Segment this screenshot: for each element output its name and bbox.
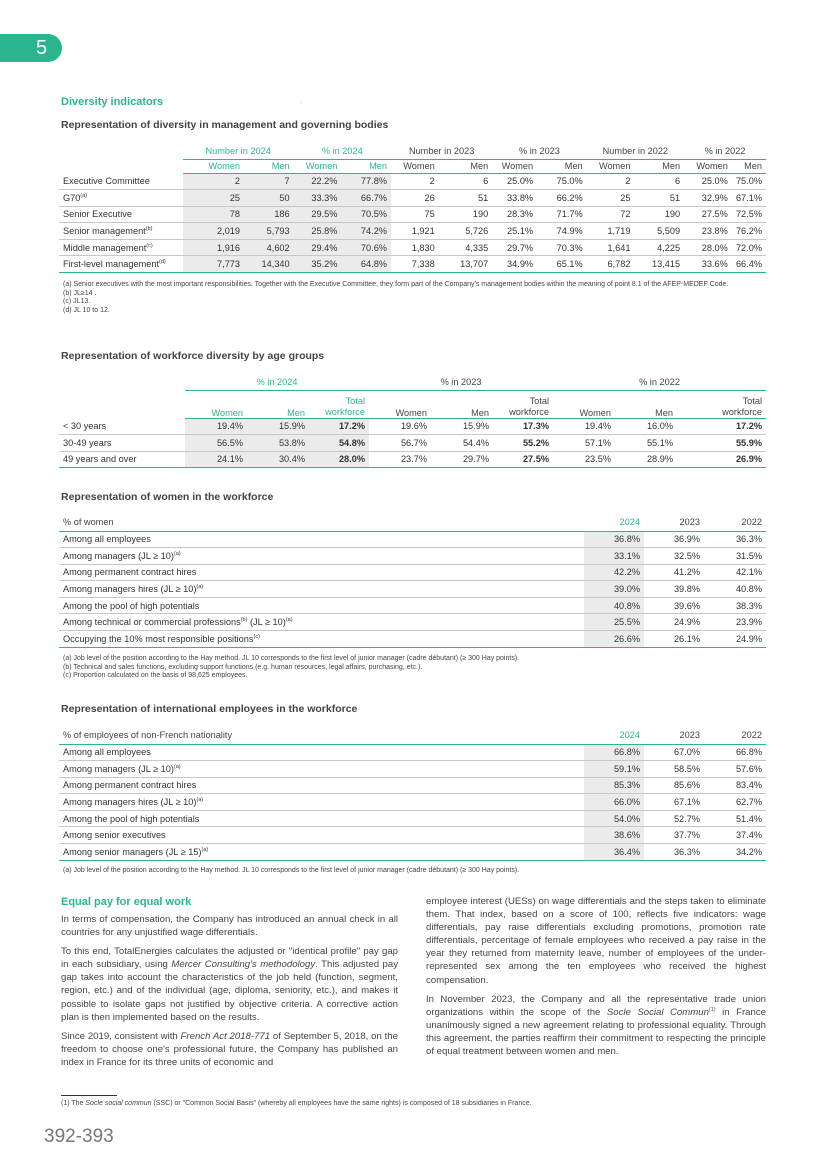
col-women: Women [369, 390, 431, 418]
table-cell: 29.5% [294, 206, 342, 223]
table-cell: 7,773 [183, 256, 244, 273]
table-cell: 59.1% [584, 761, 644, 778]
note: (b) Technical and sales functions, excluding support functions (e.g. human resources, legal affairs, purchasing, etc.). [63, 663, 423, 671]
table-cell: 25.0% [492, 173, 537, 190]
table-cell: 24.1% [185, 451, 247, 468]
row-label: First-level management$^{(d)}$ [59, 256, 183, 273]
table-cell: 55.2% [493, 435, 553, 452]
table-row [59, 844, 766, 861]
mgmt-group-header: Number in 2023 [391, 143, 492, 159]
row-label: Among the pool of high potentials [59, 597, 584, 614]
table-cell: 36.9% [644, 531, 704, 548]
total-label: Total [742, 395, 762, 406]
table-cell: 66.2% [537, 190, 587, 207]
table-cell: 32.9% [684, 190, 732, 207]
table-cell: 51 [439, 190, 493, 207]
table-cell: 23.9% [704, 614, 766, 631]
row-label: Among permanent contract hires [59, 564, 584, 581]
col-men: Men [732, 159, 766, 173]
table-cell: 186 [244, 206, 294, 223]
table-cell: 17.2% [309, 418, 369, 435]
table-cell: 5,726 [439, 223, 493, 240]
table-cell: 85.6% [644, 777, 704, 794]
table-cell: 56.5% [185, 435, 247, 452]
table-cell: 42.2% [584, 564, 644, 581]
table-row [59, 435, 766, 452]
women-header: % of women [59, 514, 584, 531]
total-label: Total [345, 395, 365, 406]
note: (a) Senior executives with the most important responsibilities. Together with the Executive Committee, they form part of the Company's management bodies within the meaning of point 8.1 of the AFEP-MEDEF Code. [63, 281, 729, 288]
left-paragraph-2: To this end, TotalEnergies calculates the adjusted or "identical profile" pay gap in each subsidiary, using Mercer Consulting's methodology. This adjusted pay gap takes into account the characteristics of the job held (function, segment, region, etc.) and of the individual (age, diploma, seniority, etc.), and makes it possible to isolate gaps not justified by objective criteria. A corrective action plan is then implemented based on the results. [61, 946, 399, 1023]
workforce-label: workforce [722, 406, 762, 417]
row-label: Executive Committee [59, 173, 183, 190]
table-row [59, 239, 766, 256]
row-label: Among technical or commercial professions$^{(b)}$ (JL ≥ 10)$^{(a)}$ [59, 614, 584, 631]
table-cell: 67.0% [644, 744, 704, 761]
table-cell: 85.3% [584, 777, 644, 794]
year-2022: 2022 [704, 514, 766, 531]
mgmt-group-header: % in 2024 [294, 143, 391, 159]
year-2024: 2024 [584, 727, 644, 744]
row-label: Middle management$^{(c)}$ [59, 239, 183, 256]
table-cell: 13,707 [439, 256, 493, 273]
table-row [59, 564, 766, 581]
table-cell: 25.5% [584, 614, 644, 631]
table-row [59, 614, 766, 631]
table-cell: 66.8% [704, 744, 766, 761]
footnote-divider [61, 1095, 117, 1096]
table-cell: 33.3% [294, 190, 342, 207]
table-cell: 72 [587, 206, 635, 223]
table-row [59, 223, 766, 240]
table-cell: 39.0% [584, 581, 644, 598]
table-cell: 35.2% [294, 256, 342, 273]
women-notes [63, 655, 768, 681]
col-women: Women [553, 390, 615, 418]
col-women: Women [185, 390, 247, 418]
table-cell: 34.9% [492, 256, 537, 273]
table-cell: 22.2% [294, 173, 342, 190]
table-cell: 19.6% [369, 418, 431, 435]
table-cell: 5,509 [634, 223, 684, 240]
management-notes [63, 281, 768, 316]
table-row [59, 451, 766, 468]
table-row [59, 777, 766, 794]
row-label: Among senior managers (JL ≥ 15)$^{(a)}$ [59, 844, 584, 861]
table-cell: 33.1% [584, 548, 644, 565]
table-cell: 40.8% [704, 581, 766, 598]
table-cell: 190 [439, 206, 493, 223]
table-cell: 50 [244, 190, 294, 207]
total-label: Total [529, 395, 549, 406]
table-cell: 6 [439, 173, 493, 190]
row-label: G70$^{(a)}$ [59, 190, 183, 207]
table-cell: 65.1% [537, 256, 587, 273]
table-row [59, 206, 766, 223]
international-notes [63, 867, 768, 876]
table-row [59, 256, 766, 273]
table-cell: 83.4% [704, 777, 766, 794]
table-cell: 39.6% [644, 597, 704, 614]
table-cell: 25 [587, 190, 635, 207]
table-cell: 40.8% [584, 597, 644, 614]
table-cell: 25.1% [492, 223, 537, 240]
table-cell: 6 [634, 173, 684, 190]
table-cell: 66.7% [341, 190, 391, 207]
row-label: Among managers hires (JL ≥ 10)$^{(a)}$ [59, 581, 584, 598]
col-women: Women [183, 159, 244, 173]
table-cell: 17.2% [677, 418, 766, 435]
table-cell: 38.3% [704, 597, 766, 614]
table-cell: 27.5% [493, 451, 553, 468]
table-cell: 77.8% [341, 173, 391, 190]
left-paragraph-1: In terms of compensation, the Company has introduced an annual check in all countries for any unjustified wage differentials. [61, 914, 398, 939]
table-cell: 41.2% [644, 564, 704, 581]
table-cell: 36.8% [584, 531, 644, 548]
table-cell: 17.3% [493, 418, 553, 435]
table-cell: 56.7% [369, 435, 431, 452]
table-cell: 66.8% [584, 744, 644, 761]
workforce-label: workforce [325, 406, 365, 417]
table-cell: 53.8% [247, 435, 309, 452]
row-label: Among all employees [59, 744, 584, 761]
col-men: Men [247, 390, 309, 418]
table-cell: 74.2% [341, 223, 391, 240]
table-cell: 26.6% [584, 631, 644, 648]
table-cell: 38.6% [584, 827, 644, 844]
table-cell: 2 [183, 173, 244, 190]
table-cell: 72.0% [732, 239, 766, 256]
age-table [59, 374, 766, 468]
mgmt-group-header: Number in 2022 [587, 143, 684, 159]
table-cell: 5,793 [244, 223, 294, 240]
table-cell: 13,415 [634, 256, 684, 273]
table-cell: 36.4% [584, 844, 644, 861]
left-paragraph-3: Since 2019, consistent with French Act 2018-771 of September 5, 2018, on the freedom to choose one's professional future, the Company has published an index in France for its three units of economic and [61, 1030, 398, 1068]
table-cell: 28.0% [309, 451, 369, 468]
table-cell: 55.9% [677, 435, 766, 452]
table-cell: 24.9% [644, 614, 704, 631]
table-row [59, 827, 766, 844]
note: (a) Job level of the position according to the Hay method. JL 10 corresponds to the first level of junior manager (cadre débutant) (≥ 300 Hay points). [63, 655, 520, 662]
table-cell: 26 [391, 190, 439, 207]
row-label: Among the pool of high potentials [59, 810, 584, 827]
table-row [59, 810, 766, 827]
mgmt-group-header: Number in 2024 [183, 143, 294, 159]
row-label: Among senior executives [59, 827, 584, 844]
workforce-label: workforce [509, 406, 549, 417]
row-label: < 30 years [59, 418, 185, 435]
table-cell: 33.6% [684, 256, 732, 273]
col-women: Women [492, 159, 537, 173]
women-table-title: Representation of women in the workforce [61, 491, 274, 503]
table-cell: 1,830 [391, 239, 439, 256]
col-women: Women [587, 159, 635, 173]
table-cell: 29.4% [294, 239, 342, 256]
table-cell: 1,921 [391, 223, 439, 240]
row-label: Among managers hires (JL ≥ 10)$^{(a)}$ [59, 794, 584, 811]
table-cell: 33.8% [492, 190, 537, 207]
table-row [59, 761, 766, 778]
table-cell: 54.8% [309, 435, 369, 452]
table-cell: 2 [391, 173, 439, 190]
intl-header: % of employees of non-French nationality [59, 727, 584, 744]
table-row [59, 744, 766, 761]
table-row [59, 597, 766, 614]
right-paragraph-1: employee interest (UESs) on wage differentials and the steps taken to eliminate them. That index, based on a score of 100, reflects five indicators: wage differentials, pay raise differentials excluding promotions, promotion rate differentials, percentage of female employees who received a pay raise in the year they returned from maternity leave, number of employees of the under-represented sex among the ten employees who received the highest compensation. [426, 896, 766, 986]
col-men: Men [244, 159, 294, 173]
table-cell: 2,019 [183, 223, 244, 240]
age-group-header: % in 2024 [185, 374, 369, 390]
chapter-tab [0, 34, 62, 62]
table-cell: 58.5% [644, 761, 704, 778]
mgmt-group-header: % in 2022 [684, 143, 766, 159]
table-cell: 70.3% [537, 239, 587, 256]
international-table-title: Representation of international employees in the workforce [61, 703, 358, 715]
table-row [59, 631, 766, 648]
table-cell: 19.4% [553, 418, 615, 435]
women-table [59, 514, 766, 648]
table-cell: 62.7% [704, 794, 766, 811]
table-cell: 37.4% [704, 827, 766, 844]
table-cell: 29.7% [492, 239, 537, 256]
row-label: Senior Executive [59, 206, 183, 223]
table-cell: 25.8% [294, 223, 342, 240]
col-total-workforce [493, 390, 553, 418]
table-cell: 24.9% [704, 631, 766, 648]
table-row [59, 531, 766, 548]
table-cell: 39.8% [644, 581, 704, 598]
table-cell: 1,916 [183, 239, 244, 256]
table-row [59, 548, 766, 565]
table-cell: 7,338 [391, 256, 439, 273]
table-cell: 31.5% [704, 548, 766, 565]
table-cell: 27.5% [684, 206, 732, 223]
table-cell: 75.0% [537, 173, 587, 190]
table-cell: 1,641 [587, 239, 635, 256]
col-women: Women [294, 159, 342, 173]
diversity-title: Diversity indicators [61, 96, 164, 108]
table-cell: 1,719 [587, 223, 635, 240]
table-cell: 4,335 [439, 239, 493, 256]
table-cell: 42.1% [704, 564, 766, 581]
chapter-number: 5 [36, 37, 48, 59]
table-cell: 4,602 [244, 239, 294, 256]
table-cell: 14,340 [244, 256, 294, 273]
table-cell: 15.9% [431, 418, 493, 435]
table-cell: 75.0% [732, 173, 766, 190]
note: (a) Job level of the position according to the Hay method. JL 10 corresponds to the first level of junior manager (cadre débutant) (≥ 300 Hay points). [63, 867, 520, 874]
table-row [59, 581, 766, 598]
row-label: Among permanent contract hires [59, 777, 584, 794]
table-cell: 23.5% [553, 451, 615, 468]
stray-dot: . [300, 99, 302, 105]
table-cell: 19.4% [185, 418, 247, 435]
table-cell: 190 [634, 206, 684, 223]
year-2023: 2023 [644, 514, 704, 531]
table-cell: 57.1% [553, 435, 615, 452]
col-women: Women [684, 159, 732, 173]
table-cell: 54.4% [431, 435, 493, 452]
table-cell: 15.9% [247, 418, 309, 435]
mgmt-group-header: % in 2023 [492, 143, 586, 159]
table-cell: 71.7% [537, 206, 587, 223]
page-number: 392-393 [44, 1126, 114, 1147]
table-cell: 51 [634, 190, 684, 207]
table-cell: 57.6% [704, 761, 766, 778]
management-table-title: Representation of diversity in management and governing bodies [61, 119, 389, 131]
table-cell: 55.1% [615, 435, 677, 452]
col-men: Men [431, 390, 493, 418]
right-paragraph-2: In November 2023, the Company and all the representative trade union organizations within the scope of the Socle Social Commun$^{(1)}$ in France unanimously signed a new agreement relating to professional equality. Through this agreement, the parties reaffirm their commitment to respecting the principle of equal treatment between women and men. [426, 993, 766, 1058]
row-label: Among managers (JL ≥ 10)$^{(a)}$ [59, 548, 584, 565]
table-row [59, 794, 766, 811]
table-cell: 74.9% [537, 223, 587, 240]
table-cell: 2 [587, 173, 635, 190]
table-cell: 70.5% [341, 206, 391, 223]
table-cell: 70.6% [341, 239, 391, 256]
table-cell: 28.3% [492, 206, 537, 223]
col-men: Men [537, 159, 587, 173]
table-cell: 25 [183, 190, 244, 207]
row-label: 30-49 years [59, 435, 185, 452]
table-cell: 78 [183, 206, 244, 223]
col-women: Women [391, 159, 439, 173]
table-cell: 72.5% [732, 206, 766, 223]
table-cell: 36.3% [704, 531, 766, 548]
row-label: 49 years and over [59, 451, 185, 468]
right-column [426, 895, 766, 1064]
note: (d) JL 10 to 12. [63, 307, 110, 315]
table-row [59, 418, 766, 435]
age-table-title: Representation of workforce diversity by age groups [61, 350, 325, 362]
table-cell: 67.1% [644, 794, 704, 811]
table-cell: 25.0% [684, 173, 732, 190]
table-cell: 4,225 [634, 239, 684, 256]
table-cell: 51.4% [704, 810, 766, 827]
table-cell: 23.7% [369, 451, 431, 468]
col-men: Men [634, 159, 684, 173]
table-cell: 52.7% [644, 810, 704, 827]
col-men: Men [341, 159, 391, 173]
management-table [59, 143, 766, 273]
table-cell: 23.8% [684, 223, 732, 240]
row-label: Among all employees [59, 531, 584, 548]
footnote: (1) The Socle social commun (SSC) or "Common Social Basis" (whereby all employees have the same rights) is composed of 18 subsidiaries in France. [61, 1100, 532, 1107]
note: (c) JL13. [63, 298, 91, 306]
row-label: Occupying the 10% most responsible positions$^{(c)}$ [59, 631, 584, 648]
table-cell: 76.2% [732, 223, 766, 240]
col-total-workforce [677, 390, 766, 418]
note: (c) Proportion calculated on the basis of 98,625 employees. [63, 672, 248, 680]
table-row [59, 190, 766, 207]
left-column [61, 913, 398, 1075]
table-cell: 26.1% [644, 631, 704, 648]
table-cell: 36.3% [644, 844, 704, 861]
table-cell: 6,782 [587, 256, 635, 273]
table-cell: 32.5% [644, 548, 704, 565]
table-cell: 34.2% [704, 844, 766, 861]
col-men: Men [439, 159, 493, 173]
table-cell: 7 [244, 173, 294, 190]
international-table [59, 727, 766, 861]
table-cell: 37.7% [644, 827, 704, 844]
table-cell: 54.0% [584, 810, 644, 827]
col-men: Men [615, 390, 677, 418]
age-group-header: % in 2022 [553, 374, 766, 390]
table-cell: 26.9% [677, 451, 766, 468]
year-2024: 2024 [584, 514, 644, 531]
age-group-header: % in 2023 [369, 374, 553, 390]
table-cell: 66.0% [584, 794, 644, 811]
row-label: Senior management$^{(b)}$ [59, 223, 183, 240]
table-cell: 30.4% [247, 451, 309, 468]
row-label: Among managers (JL ≥ 10)$^{(a)}$ [59, 761, 584, 778]
table-cell: 67.1% [732, 190, 766, 207]
table-cell: 16.0% [615, 418, 677, 435]
table-cell: 29.7% [431, 451, 493, 468]
year-2023: 2023 [644, 727, 704, 744]
note: (b) JL≥14 . [63, 289, 97, 297]
table-cell: 75 [391, 206, 439, 223]
table-cell: 28.9% [615, 451, 677, 468]
equal-pay-title: Equal pay for equal work [61, 896, 192, 908]
table-cell: 28.0% [684, 239, 732, 256]
col-total-workforce [309, 390, 369, 418]
table-cell: 64.8% [341, 256, 391, 273]
table-row [59, 173, 766, 190]
year-2022: 2022 [704, 727, 766, 744]
table-cell: 66.4% [732, 256, 766, 273]
